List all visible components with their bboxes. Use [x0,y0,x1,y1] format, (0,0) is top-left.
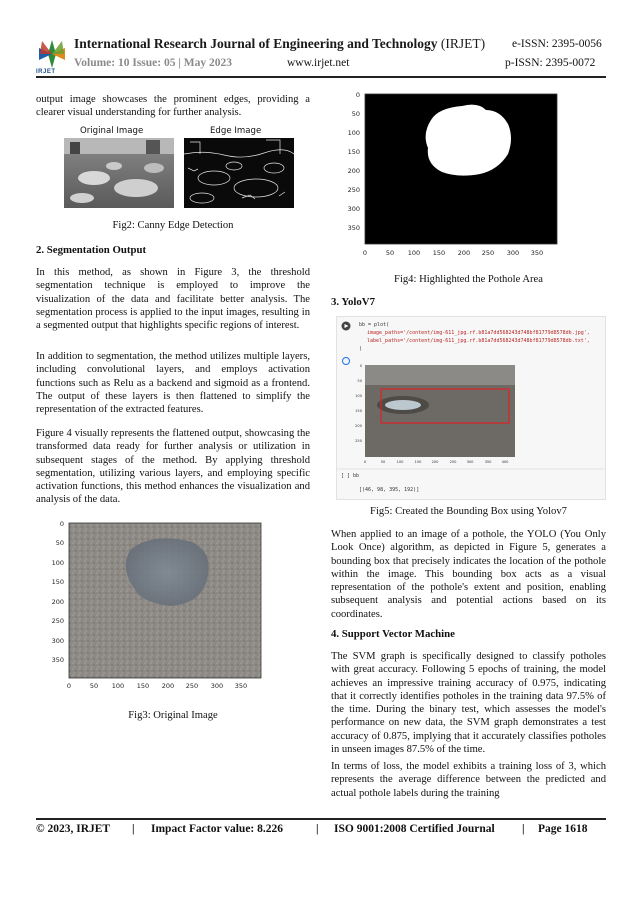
fig5-notebook-canvas [337,317,605,499]
code-line-2: image_paths='/content/img-611_jpg.rf.b81a7dd568243d748bf81779d8578db.jpg', [367,330,590,336]
intro-paragraph: output image showcases the prominent edges, providing a clearer visual understanding for further analysis. [36,94,310,119]
fig3-y-tick: 0 [59,520,64,528]
fig3-x-tick: 150 [136,682,150,690]
fig5-x-tick: 100 [396,460,404,464]
eissn: e-ISSN: 2395-0056 [512,38,602,50]
fig5-y-tick: 0 [359,364,362,368]
footer-iso: ISO 9001:2008 Certified Journal [334,823,495,835]
fig5-y-tick: 250 [355,439,362,443]
fig3-x-tick: 350 [234,682,248,690]
section3-heading: 3. YoloV7 [331,296,375,308]
fig4-x-tick: 200 [457,249,471,257]
fig3-plot [42,518,270,698]
fig3-y-tick: 100 [51,559,64,567]
section2-heading: 2. Segmentation Output [36,244,147,256]
footer-separator: | [522,823,525,835]
volume-issue: Volume: 10 Issue: 05 | May 2023 [74,57,232,69]
fig4-x-tick: 250 [481,249,495,257]
fig3-caption: Fig3: Original Image [128,710,218,721]
header-divider [36,76,606,78]
fig5-x-axis [364,460,509,464]
fig5-x-tick: 250 [449,460,457,464]
journal-title [74,36,485,52]
fig4-x-tick: 350 [530,249,544,257]
section3-paragraph: When applied to an image of a pothole, the YOLO (You Only Look Once) algorithm, as depicted in Figure 5, generates a bounding box that precisely indicates the location of the pothole within the image. This bounding box acts as a visual representation of the pothole's extent and position, enabling subsequent analysis and potential actions based on its coordinates. [331,529,606,620]
fig2-original-image [64,138,174,208]
code-cell-2: [ ] bb [341,473,360,479]
fig3-x-tick: 200 [161,682,175,690]
fig5-x-tick: 0 [363,460,367,464]
fig5-x-tick: 150 [414,460,422,464]
output-icon [343,358,350,365]
footer-impact-factor: Impact Factor value: 8.226 [151,823,284,835]
footer-separator: | [132,823,135,835]
fig5-y-tick: 100 [355,394,362,398]
fig4-x-tick: 300 [506,249,520,257]
fig2-original-label: Original Image [80,126,144,136]
section4-paragraph-2: In terms of loss, the model exhibits a training loss of 3, which represents the average difference between the predicted and actual pothole labels during the training [331,761,606,799]
fig5-x-tick: 50 [380,460,386,464]
section4-paragraph-1: The SVM graph is specifically designed to classify potholes with great accuracy. Following 5 epochs of training, the model achieves an impressive training accuracy of 0.975, indicating that it correctly identifies potholes in the training data 97.5% of the time. During the binary test, which assesses the model's performance on new data, the SVM graph demonstrates a test accuracy of 0.875, implying that it accurately classifies potholes in unseen images 87.5% of the time. [331,651,606,756]
fig2-edge-image [184,138,294,208]
fig4-y-axis [348,91,360,232]
section2-paragraph-3: Figure 4 visually represents the flattened output, showcasing the transformed data ready for further analysis or utilization in subsequent stages of the method. By applying threshold segmentation, utilizing various layers, and employing specific activation functions, this method enhances the visualization and analysis of the data. [36,428,310,506]
logo-text: IRJET [36,69,56,75]
fig2-edge-label: Edge Image [210,126,262,136]
fig3-y-tick: 150 [51,578,64,586]
fig3-y-tick: 250 [51,617,64,625]
fig3-x-tick: 250 [185,682,199,690]
website-link[interactable]: www.irjet.net [287,57,350,69]
footer-divider [36,818,606,820]
pissn: p-ISSN: 2395-0072 [505,57,596,69]
journal-name: International Research Journal of Engineering and Technology [74,36,438,51]
fig4-y-tick: 0 [355,91,360,99]
fig5-x-tick: 350 [484,460,492,464]
fig2-caption: Fig2: Canny Edge Detection [112,220,234,231]
fig4-caption: Fig4: Highlighted the Pothole Area [394,274,543,285]
code-line-3: label_paths='/content/img-611_jpg.rf.b81a7dd568243d748bf81779d8578db.txt', [367,338,590,344]
cell-output: [(46, 98, 395, 192)] [359,487,420,493]
fig5-y-tick: 150 [355,409,362,413]
fig5-x-tick: 300 [466,460,474,464]
fig4-y-tick: 350 [347,224,360,232]
fig3-y-tick: 300 [51,637,64,645]
fig4-y-tick: 200 [347,167,360,175]
fig4-x-axis [363,249,543,257]
fig4-x-tick: 0 [362,249,368,257]
fig3-y-tick: 350 [51,656,64,664]
fig4-y-tick: 250 [347,186,360,194]
code-line-4: ) [359,346,363,352]
section2-paragraph-2: In addition to segmentation, the method utilizes multiple layers, including convolutional layers, and employs activation functions such as Relu as a backend and sigmoid as a frontend. The output of these layers is then flattened to simplify the representation of the extracted features. [36,351,310,416]
section4-heading: 4. Support Vector Machine [331,628,455,640]
fig4-y-tick: 300 [347,205,360,213]
fig4-y-tick: 50 [351,110,360,118]
fig5-notebook [336,316,606,500]
fig5-x-tick: 200 [431,460,439,464]
footer-separator: | [316,823,319,835]
fig4-x-tick: 150 [432,249,446,257]
fig5-y-tick: 200 [355,424,362,428]
fig4-x-tick: 50 [385,249,395,257]
fig5-y-tick: 50 [357,379,362,383]
fig4-y-tick: 150 [347,148,360,156]
fig3-x-axis [67,682,247,690]
fig4-plot [338,90,568,262]
footer-page: Page 1618 [538,823,588,835]
footer-copyright: © 2023, IRJET [36,823,111,835]
fig4-y-tick: 100 [347,129,360,137]
irjet-logo-icon [36,38,68,70]
fig3-x-tick: 300 [210,682,224,690]
fig3-x-tick: 0 [66,682,72,690]
fig3-y-axis [52,520,64,664]
fig5-y-axis [355,364,363,443]
fig3-x-tick: 100 [111,682,125,690]
fig5-caption: Fig5: Created the Bounding Box using Yolov7 [370,506,567,517]
fig4-x-tick: 100 [407,249,421,257]
code-line-1: bb = plot( [359,322,390,328]
fig3-x-tick: 50 [89,682,99,690]
section2-paragraph-1: In this method, as shown in Figure 3, the threshold segmentation technique is employed to improve the visualization of the data and facilitate better analysis. The segmentation process is applied to the input images, resulting in a segmented output that highlights specific regions of interest. [36,267,310,332]
fig3-y-tick: 50 [55,539,64,547]
fig5-x-tick: 400 [501,460,509,464]
fig3-y-tick: 200 [51,598,64,606]
journal-abbr: (IRJET) [440,36,486,51]
